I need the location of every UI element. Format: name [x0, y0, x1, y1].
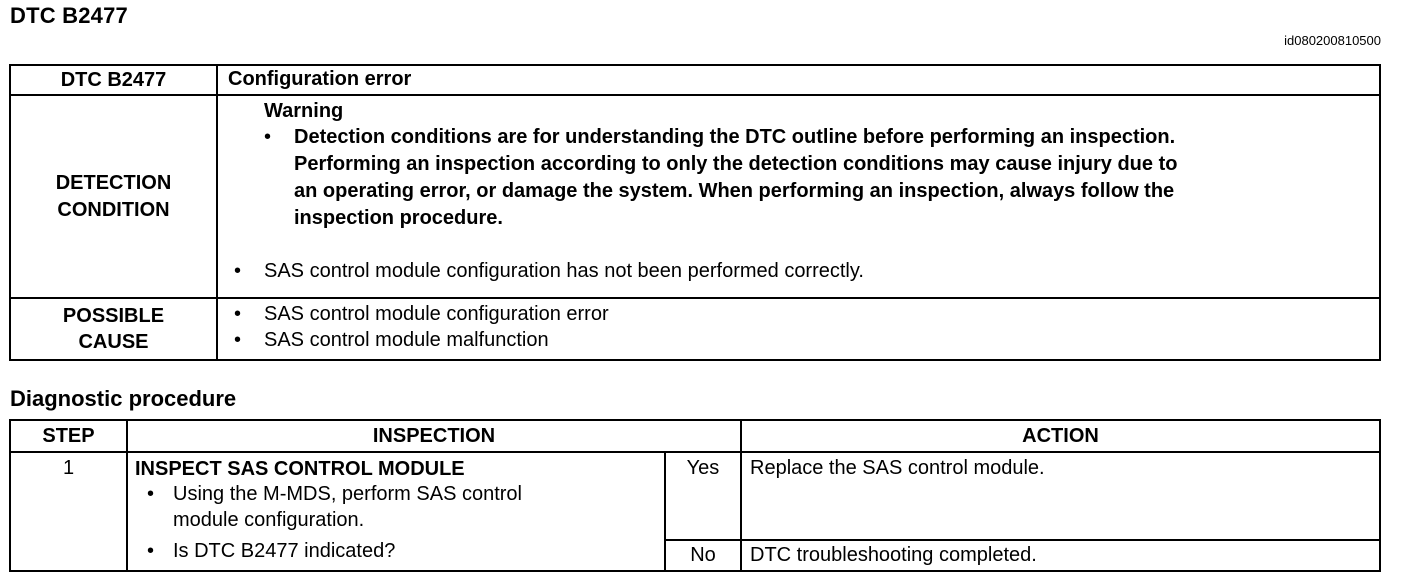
section-title: Diagnostic procedure [10, 386, 237, 411]
dtc-code-name: Configuration error [217, 65, 1380, 95]
detection-condition-item: • SAS control module configuration has not been performed correctly. [264, 258, 1379, 284]
warning-title: Warning [264, 100, 344, 122]
possible-cause-row [10, 298, 1380, 360]
yes-label: Yes [665, 452, 741, 540]
step-number: 1 [10, 452, 127, 571]
page-title: DTC B2477 [10, 3, 128, 28]
no-label: No [665, 540, 741, 571]
detection-condition-cell [217, 95, 1380, 298]
dtc-info-table [9, 64, 1381, 361]
dtc-header-row [10, 65, 1380, 95]
inspection-item: • Is DTC B2477 indicated? [173, 538, 664, 564]
action-header: ACTION [741, 420, 1380, 452]
detection-condition-list [264, 258, 1379, 284]
possible-cause-cell [217, 298, 1380, 360]
detection-label-line2: CONDITION [57, 198, 170, 221]
no-action: DTC troubleshooting completed. [741, 540, 1380, 571]
possible-cause-item: • SAS control module configuration error [264, 301, 1379, 327]
step-header: STEP [10, 420, 127, 452]
inspection-item-line: • Using the M-MDS, perform SAS control [173, 483, 522, 505]
warning-line: an operating error, or damage the system. When performing an inspection, always follow the [294, 180, 1175, 202]
inspection-item-line: module configuration. [173, 509, 365, 531]
inspection-header: INSPECTION [127, 420, 741, 452]
yes-action: Replace the SAS control module. [741, 452, 1380, 540]
warning-line: inspection procedure. [294, 207, 503, 229]
detection-label-line1: DETECTION [55, 171, 172, 194]
possible-cause-label [10, 298, 217, 360]
inspection-title: INSPECT SAS CONTROL MODULE [135, 458, 465, 480]
procedure-header-row [10, 420, 1380, 452]
warning-list [294, 124, 1379, 232]
detection-condition-label [10, 95, 217, 298]
cause-label-line2: CAUSE [78, 331, 149, 353]
step-row-yes [10, 452, 1380, 540]
inspection-item [173, 481, 664, 533]
warning-item [294, 124, 1379, 232]
warning-line: Performing an inspection according to only the detection conditions may cause injury due to [294, 153, 1178, 175]
possible-cause-item: • SAS control module malfunction [264, 327, 1379, 353]
warning-line: • Detection conditions are for understanding the DTC outline before performing an inspection. [294, 126, 1176, 148]
inspection-cell [127, 452, 665, 571]
diagnostic-procedure-table [9, 419, 1381, 572]
dtc-code-label: DTC B2477 [10, 65, 217, 95]
possible-cause-list [264, 301, 1379, 353]
document-id: id080200810500 [1284, 33, 1381, 48]
inspection-list [173, 481, 664, 564]
detection-condition-row [10, 95, 1380, 298]
cause-label-line1: POSSIBLE [62, 305, 165, 327]
